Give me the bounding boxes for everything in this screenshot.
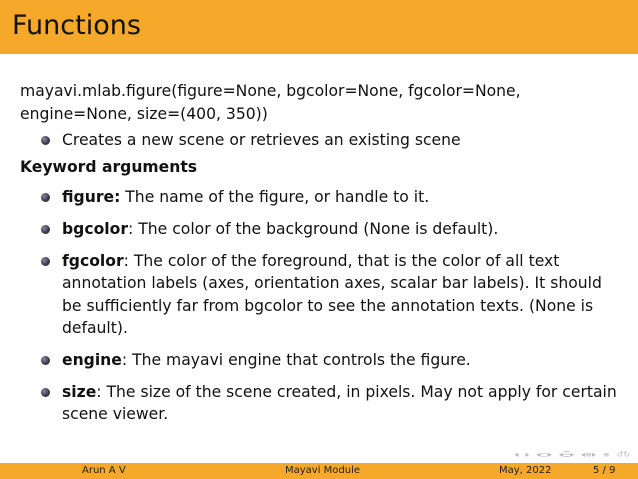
bullet-icon: [41, 193, 50, 202]
keyword-name: bgcolor: [62, 219, 129, 238]
keyword-item-bgcolor: [20, 218, 620, 241]
keyword-list: [20, 186, 620, 425]
footer-page-number: 5 / 9: [593, 465, 616, 476]
keyword-name: size: [62, 382, 97, 401]
keyword-item-size: [20, 381, 620, 426]
keyword-item-fgcolor: [20, 250, 620, 340]
signature-line-1: mayavi.mlab.figure(figure=None, bgcolor=None, fgcolor=None,: [20, 82, 521, 100]
summary-list: [20, 129, 620, 152]
keyword-heading: Keyword arguments: [20, 157, 198, 176]
function-signature: [20, 80, 620, 125]
keyword-name: fgcolor: [62, 251, 124, 270]
keyword-name: figure:: [62, 188, 121, 207]
bullet-icon: [41, 225, 50, 234]
keyword-desc: : The size of the scene created, in pixels. May not apply for certain scene viewer.: [62, 382, 617, 424]
beamer-navigation: [514, 448, 630, 460]
nav-search-icon[interactable]: ↺↻: [616, 449, 630, 459]
slide-title: Functions: [12, 10, 141, 41]
keyword-desc: : The color of the foreground, that is the color of all text annotation labels (axes, orientation axes, scalar bar labels). It should be sufficiently far from bgcolor to see the annotation texts. (None is default).: [62, 251, 602, 338]
keyword-name: engine: [62, 350, 122, 369]
keyword-desc: : The color of the background (None is default).: [128, 219, 499, 238]
nav-subsection-icon[interactable]: ◂☰▸: [558, 449, 575, 459]
bullet-icon: [41, 136, 50, 145]
footer-title: Mayavi Module: [285, 465, 361, 476]
nav-next-icon[interactable]: ▸: [525, 449, 530, 459]
slide-body: [20, 80, 620, 426]
keyword-item-engine: [20, 349, 620, 372]
bullet-icon: [41, 356, 50, 365]
nav-frame-icon[interactable]: ◂▭▸: [536, 449, 552, 459]
footer-author: Arun A V: [82, 465, 126, 476]
signature-line-2: engine=None, size=(400, 350)): [20, 104, 268, 123]
keyword-item-figure: [20, 186, 620, 209]
nav-align-icon[interactable]: ≡: [602, 449, 610, 459]
slide-header: [0, 0, 638, 54]
summary-item: [20, 129, 620, 152]
bullet-icon: [41, 388, 50, 397]
keyword-desc: : The mayavi engine that controls the figure.: [121, 350, 471, 369]
slide-footer: [0, 463, 638, 479]
footer-date: May, 2022: [499, 465, 552, 476]
keyword-desc: The name of the figure, or handle to it.: [120, 188, 430, 207]
nav-section-icon[interactable]: ◂≡▸: [581, 449, 596, 459]
bullet-icon: [41, 257, 50, 266]
summary-text: Creates a new scene or retrieves an existing scene: [62, 131, 461, 150]
nav-prev-icon[interactable]: ◂: [514, 449, 519, 459]
